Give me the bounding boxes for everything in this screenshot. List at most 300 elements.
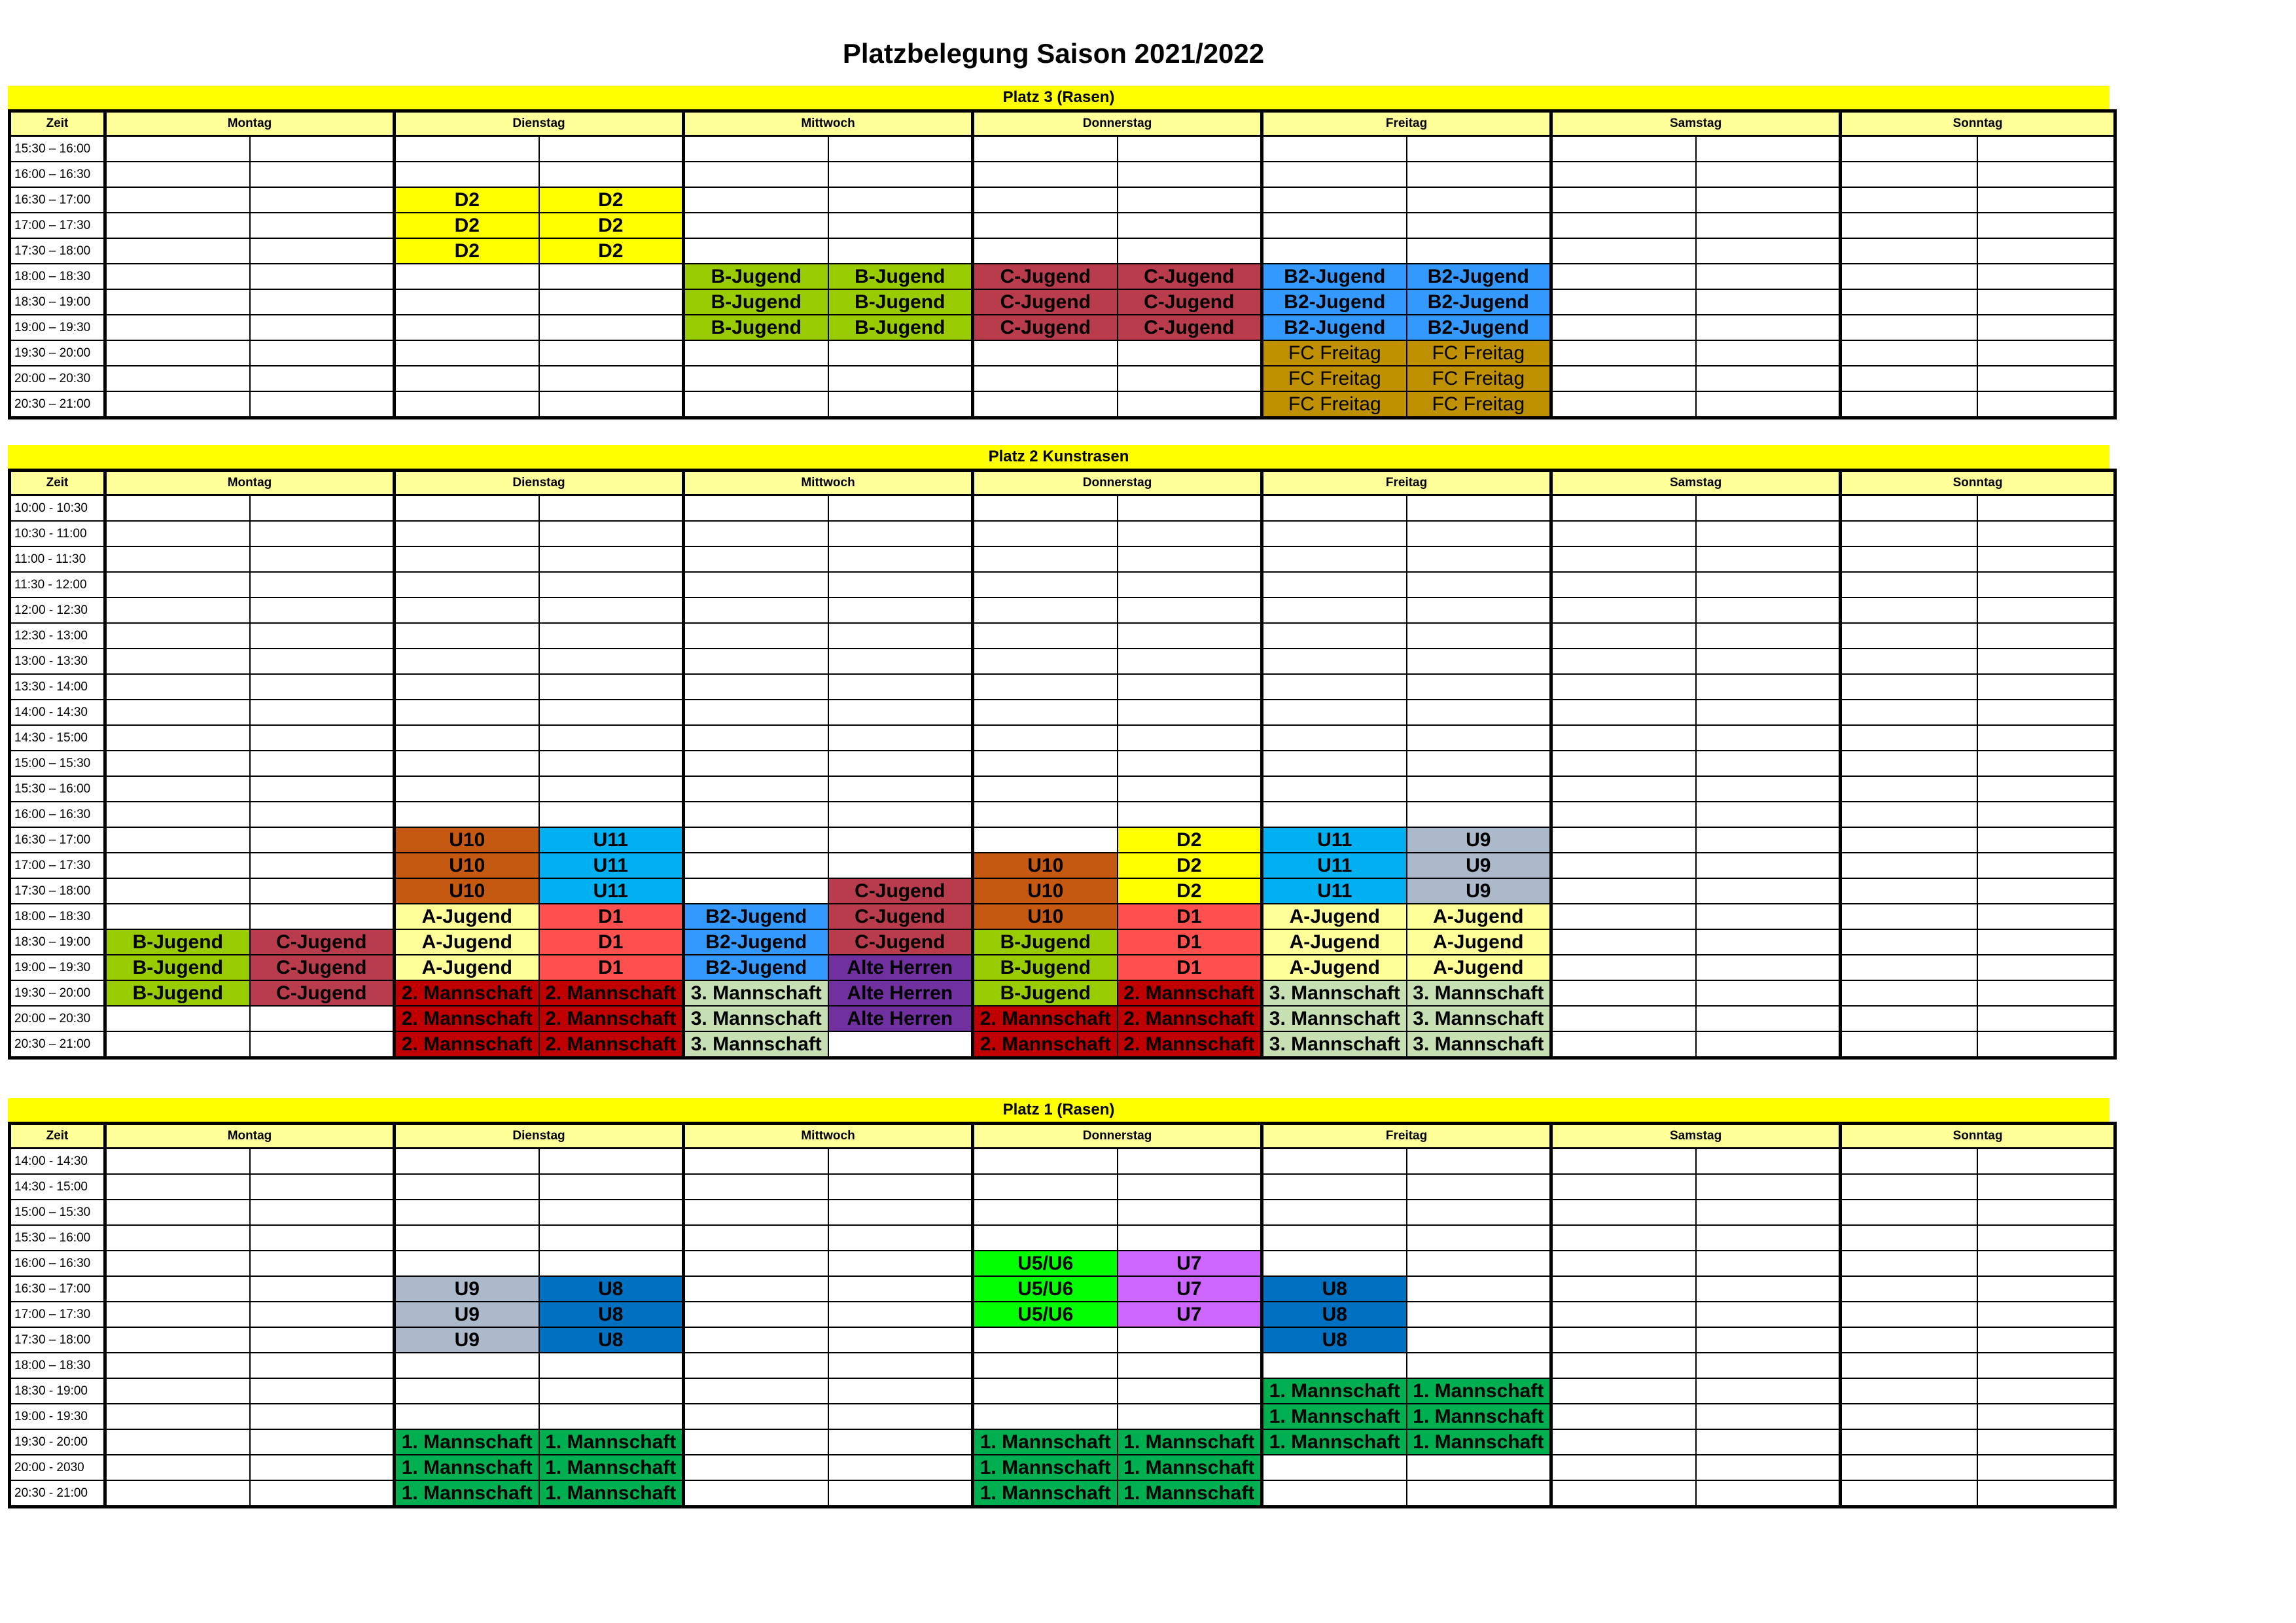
time-row [10,674,2115,700]
empty-cell [105,649,250,674]
empty-cell [1551,546,1696,572]
booking-cell: U9 [395,1276,539,1302]
empty-cell [684,1404,828,1429]
empty-cell [1977,572,2115,597]
empty-cell [684,136,828,162]
booking-cell: 2. Mannschaft [395,980,539,1006]
empty-cell [250,1302,395,1327]
empty-cell [684,878,828,904]
empty-cell [973,802,1118,827]
booking-cell: U8 [539,1302,684,1327]
empty-cell [1551,264,1696,289]
empty-cell [105,1200,250,1225]
booking-cell: U10 [973,904,1118,929]
empty-cell [539,1378,684,1404]
booking-cell: D1 [539,929,684,955]
empty-cell [250,623,395,649]
empty-cell [1118,1149,1262,1175]
empty-cell [539,264,684,289]
booking-cell: B-Jugend [684,289,828,315]
empty-cell [1977,187,2115,213]
time-row [10,1200,2115,1225]
empty-cell [973,623,1118,649]
empty-cell [1841,136,1977,162]
empty-cell [250,1378,395,1404]
empty-cell [1407,1353,1551,1378]
booking-cell: U8 [539,1276,684,1302]
empty-cell [1841,623,1977,649]
time-row [10,802,2115,827]
booking-cell: 2. Mannschaft [973,1006,1118,1031]
empty-cell [539,366,684,391]
empty-cell [973,827,1118,853]
empty-cell [1407,495,1551,522]
empty-cell [539,521,684,546]
booking-cell: 3. Mannschaft [1407,1031,1551,1058]
empty-cell [684,776,828,802]
empty-cell [1977,1378,2115,1404]
header-row [10,111,2115,136]
time-slot: 20:30 – 21:00 [10,391,105,418]
booking-cell: A-Jugend [1407,929,1551,955]
empty-cell [1977,623,2115,649]
empty-cell [828,495,973,522]
booking-cell: B-Jugend [684,264,828,289]
empty-cell [1118,597,1262,623]
empty-cell [1118,136,1262,162]
booking-cell: B-Jugend [105,929,250,955]
empty-cell [250,1174,395,1200]
header-row [10,1124,2115,1149]
time-slot: 19:00 - 19:30 [10,1404,105,1429]
empty-cell [1977,340,2115,366]
day-header-monday: Montag [105,471,395,495]
empty-cell [1841,391,1977,418]
empty-cell [539,700,684,725]
empty-cell [1696,597,1841,623]
empty-cell [1696,521,1841,546]
booking-cell: A-Jugend [395,929,539,955]
empty-cell [1407,1276,1551,1302]
empty-cell [973,1174,1118,1200]
booking-cell: U10 [395,827,539,853]
empty-cell [1551,1353,1696,1378]
empty-cell [250,213,395,238]
empty-cell [973,546,1118,572]
empty-cell [250,546,395,572]
empty-cell [1696,546,1841,572]
empty-cell [684,238,828,264]
day-header-wednesday: Mittwoch [684,111,973,136]
empty-cell [1841,853,1977,878]
empty-cell [105,1031,250,1058]
time-slot: 14:00 - 14:30 [10,1149,105,1175]
empty-cell [1977,1353,2115,1378]
empty-cell [1262,546,1407,572]
empty-cell [1696,1378,1841,1404]
empty-cell [684,1302,828,1327]
empty-cell [1407,1225,1551,1251]
empty-cell [1841,955,1977,980]
empty-cell [828,1149,973,1175]
empty-cell [395,340,539,366]
empty-cell [1977,597,2115,623]
empty-cell [684,1455,828,1480]
empty-cell [1118,340,1262,366]
empty-cell [1551,725,1696,751]
empty-cell [105,623,250,649]
time-row [10,623,2115,649]
empty-cell [1977,751,2115,776]
empty-cell [395,725,539,751]
empty-cell [395,162,539,187]
day-header-thursday: Donnerstag [973,111,1262,136]
empty-cell [1977,1327,2115,1353]
empty-cell [1841,1225,1977,1251]
time-slot: 17:30 – 18:00 [10,1327,105,1353]
empty-cell [828,1353,973,1378]
empty-cell [973,340,1118,366]
booking-cell: A-Jugend [1262,929,1407,955]
empty-cell [1262,521,1407,546]
page-title: Platzbelegung Saison 2021/2022 [842,38,1265,69]
empty-cell [973,1327,1118,1353]
time-row [10,136,2115,162]
empty-cell [1551,340,1696,366]
empty-cell [105,572,250,597]
empty-cell [1407,213,1551,238]
day-header-wednesday: Mittwoch [684,471,973,495]
empty-cell [1841,1149,1977,1175]
booking-cell: 1. Mannschaft [1262,1378,1407,1404]
booking-cell: D2 [395,238,539,264]
time-slot: 16:00 – 16:30 [10,802,105,827]
empty-cell [1696,315,1841,340]
empty-cell [1977,1149,2115,1175]
empty-cell [1262,725,1407,751]
empty-cell [1262,1174,1407,1200]
booking-cell: B-Jugend [684,315,828,340]
empty-cell [250,1404,395,1429]
time-row [10,776,2115,802]
empty-cell [1551,955,1696,980]
empty-cell [1841,1031,1977,1058]
empty-cell [1977,955,2115,980]
empty-cell [1551,289,1696,315]
time-slot: 13:00 - 13:30 [10,649,105,674]
empty-cell [684,827,828,853]
booking-cell: 1. Mannschaft [1407,1429,1551,1455]
empty-cell [1977,929,2115,955]
empty-cell [250,674,395,700]
empty-cell [1696,1404,1841,1429]
time-row [10,289,2115,315]
booking-cell: C-Jugend [828,929,973,955]
empty-cell [539,1225,684,1251]
booking-cell: B2-Jugend [1407,315,1551,340]
empty-cell [1262,136,1407,162]
empty-cell [1551,1251,1696,1276]
empty-cell [395,391,539,418]
time-row [10,1006,2115,1031]
empty-cell [973,751,1118,776]
empty-cell [1262,1353,1407,1378]
empty-cell [828,1251,973,1276]
empty-cell [539,1251,684,1276]
empty-cell [250,700,395,725]
empty-cell [395,264,539,289]
empty-cell [828,1327,973,1353]
day-header-tuesday: Dienstag [395,471,684,495]
time-slot: 13:30 - 14:00 [10,674,105,700]
time-row [10,495,2115,522]
empty-cell [395,1225,539,1251]
empty-cell [828,674,973,700]
booking-cell: U7 [1118,1276,1262,1302]
booking-cell: 3. Mannschaft [1262,1006,1407,1031]
empty-cell [828,521,973,546]
empty-cell [105,238,250,264]
empty-cell [1977,162,2115,187]
empty-cell [1841,1174,1977,1200]
empty-cell [1696,751,1841,776]
empty-cell [828,700,973,725]
booking-cell: B2-Jugend [684,955,828,980]
booking-cell: U9 [1407,827,1551,853]
empty-cell [1262,700,1407,725]
empty-cell [105,1276,250,1302]
booking-cell: A-Jugend [1407,955,1551,980]
booking-cell: B2-Jugend [1262,315,1407,340]
empty-cell [539,572,684,597]
empty-cell [250,904,395,929]
empty-cell [1551,391,1696,418]
time-slot: 11:00 - 11:30 [10,546,105,572]
empty-cell [1118,366,1262,391]
time-slot: 10:30 - 11:00 [10,521,105,546]
empty-cell [1977,495,2115,522]
empty-cell [105,1251,250,1276]
empty-cell [1407,1251,1551,1276]
booking-cell: D1 [1118,904,1262,929]
booking-cell: 3. Mannschaft [1407,1006,1551,1031]
booking-cell: U5/U6 [973,1302,1118,1327]
empty-cell [250,162,395,187]
booking-cell: A-Jugend [1407,904,1551,929]
day-header-thursday: Donnerstag [973,1124,1262,1149]
time-row [10,1031,2115,1058]
empty-cell [828,623,973,649]
day-header-wednesday: Mittwoch [684,1124,973,1149]
booking-cell: B-Jugend [105,980,250,1006]
booking-cell: U7 [1118,1251,1262,1276]
empty-cell [1118,495,1262,522]
empty-cell [1696,1174,1841,1200]
empty-cell [250,521,395,546]
empty-cell [828,187,973,213]
empty-cell [1841,187,1977,213]
empty-cell [1841,878,1977,904]
empty-cell [105,674,250,700]
day-header-friday: Freitag [1262,1124,1551,1149]
empty-cell [1841,264,1977,289]
empty-cell [684,1353,828,1378]
zeit-header: Zeit [10,111,105,136]
empty-cell [1977,1200,2115,1225]
empty-cell [1977,1174,2115,1200]
empty-cell [1977,391,2115,418]
day-header-tuesday: Dienstag [395,111,684,136]
empty-cell [250,1225,395,1251]
booking-cell: U10 [395,878,539,904]
empty-cell [1841,725,1977,751]
empty-cell [1551,1276,1696,1302]
empty-cell [828,1404,973,1429]
time-row [10,1276,2115,1302]
empty-cell [1696,1455,1841,1480]
empty-cell [973,572,1118,597]
empty-cell [1551,776,1696,802]
empty-cell [250,187,395,213]
empty-cell [684,1200,828,1225]
empty-cell [1977,546,2115,572]
empty-cell [1696,980,1841,1006]
time-row [10,521,2115,546]
empty-cell [1407,187,1551,213]
empty-cell [1977,315,2115,340]
time-row [10,1404,2115,1429]
empty-cell [1977,827,2115,853]
empty-cell [1551,649,1696,674]
day-header-thursday: Donnerstag [973,471,1262,495]
time-slot: 16:30 – 17:00 [10,1276,105,1302]
empty-cell [1118,572,1262,597]
empty-cell [1841,289,1977,315]
empty-cell [1551,136,1696,162]
booking-cell: A-Jugend [395,955,539,980]
booking-cell: D2 [539,213,684,238]
empty-cell [1977,1455,2115,1480]
empty-cell [539,289,684,315]
empty-cell [1262,1251,1407,1276]
empty-cell [1262,1480,1407,1507]
empty-cell [1696,1149,1841,1175]
schedule-table [8,469,2117,1060]
empty-cell [539,674,684,700]
empty-cell [973,700,1118,725]
empty-cell [684,521,828,546]
empty-cell [1262,495,1407,522]
empty-cell [1841,827,1977,853]
empty-cell [395,1149,539,1175]
booking-cell: B-Jugend [973,929,1118,955]
booking-cell: D1 [539,955,684,980]
empty-cell [250,495,395,522]
empty-cell [539,776,684,802]
time-row [10,1302,2115,1327]
booking-cell: 1. Mannschaft [1262,1429,1407,1455]
schedule-table [8,109,2117,419]
day-header-friday: Freitag [1262,111,1551,136]
booking-cell: U8 [1262,1276,1407,1302]
booking-cell: B2-Jugend [1407,264,1551,289]
day-header-sunday: Sonntag [1841,1124,2115,1149]
empty-cell [1551,700,1696,725]
time-slot: 17:00 – 17:30 [10,1302,105,1327]
booking-cell: 3. Mannschaft [1262,1031,1407,1058]
empty-cell [1551,521,1696,546]
booking-cell: U10 [395,853,539,878]
empty-cell [250,878,395,904]
empty-cell [1407,1455,1551,1480]
empty-cell [1551,597,1696,623]
empty-cell [973,213,1118,238]
empty-cell [1407,521,1551,546]
section-platz-3 [8,86,2110,419]
empty-cell [1407,776,1551,802]
empty-cell [1118,238,1262,264]
booking-cell: 1. Mannschaft [539,1455,684,1480]
empty-cell [105,1455,250,1480]
empty-cell [1696,1006,1841,1031]
empty-cell [1977,1251,2115,1276]
empty-cell [828,162,973,187]
booking-cell: 2. Mannschaft [1118,1031,1262,1058]
empty-cell [395,1200,539,1225]
empty-cell [1407,649,1551,674]
booking-cell: 1. Mannschaft [1407,1404,1551,1429]
booking-cell: 2. Mannschaft [973,1031,1118,1058]
empty-cell [684,751,828,776]
empty-cell [250,597,395,623]
empty-cell [395,315,539,340]
time-row [10,853,2115,878]
booking-cell: 1. Mannschaft [973,1429,1118,1455]
empty-cell [105,1327,250,1353]
section-platz-1 [8,1098,2110,1508]
empty-cell [973,391,1118,418]
empty-cell [539,623,684,649]
empty-cell [684,1378,828,1404]
empty-cell [1407,572,1551,597]
empty-cell [1118,213,1262,238]
booking-cell: D1 [539,904,684,929]
booking-cell: C-Jugend [250,980,395,1006]
empty-cell [973,366,1118,391]
empty-cell [105,315,250,340]
empty-cell [1977,264,2115,289]
time-slot: 11:30 - 12:00 [10,572,105,597]
time-slot: 16:00 – 16:30 [10,162,105,187]
empty-cell [1262,597,1407,623]
booking-cell: C-Jugend [973,264,1118,289]
booking-cell: D2 [1118,827,1262,853]
empty-cell [1551,162,1696,187]
empty-cell [250,802,395,827]
booking-cell: 1. Mannschaft [1118,1429,1262,1455]
empty-cell [828,853,973,878]
time-slot: 17:30 – 18:00 [10,878,105,904]
empty-cell [105,1149,250,1175]
booking-cell: A-Jugend [395,904,539,929]
time-slot: 19:30 - 20:00 [10,1429,105,1455]
empty-cell [1551,623,1696,649]
empty-cell [1841,802,1977,827]
time-row [10,264,2115,289]
booking-cell: C-Jugend [973,315,1118,340]
empty-cell [1841,929,1977,955]
empty-cell [684,1327,828,1353]
